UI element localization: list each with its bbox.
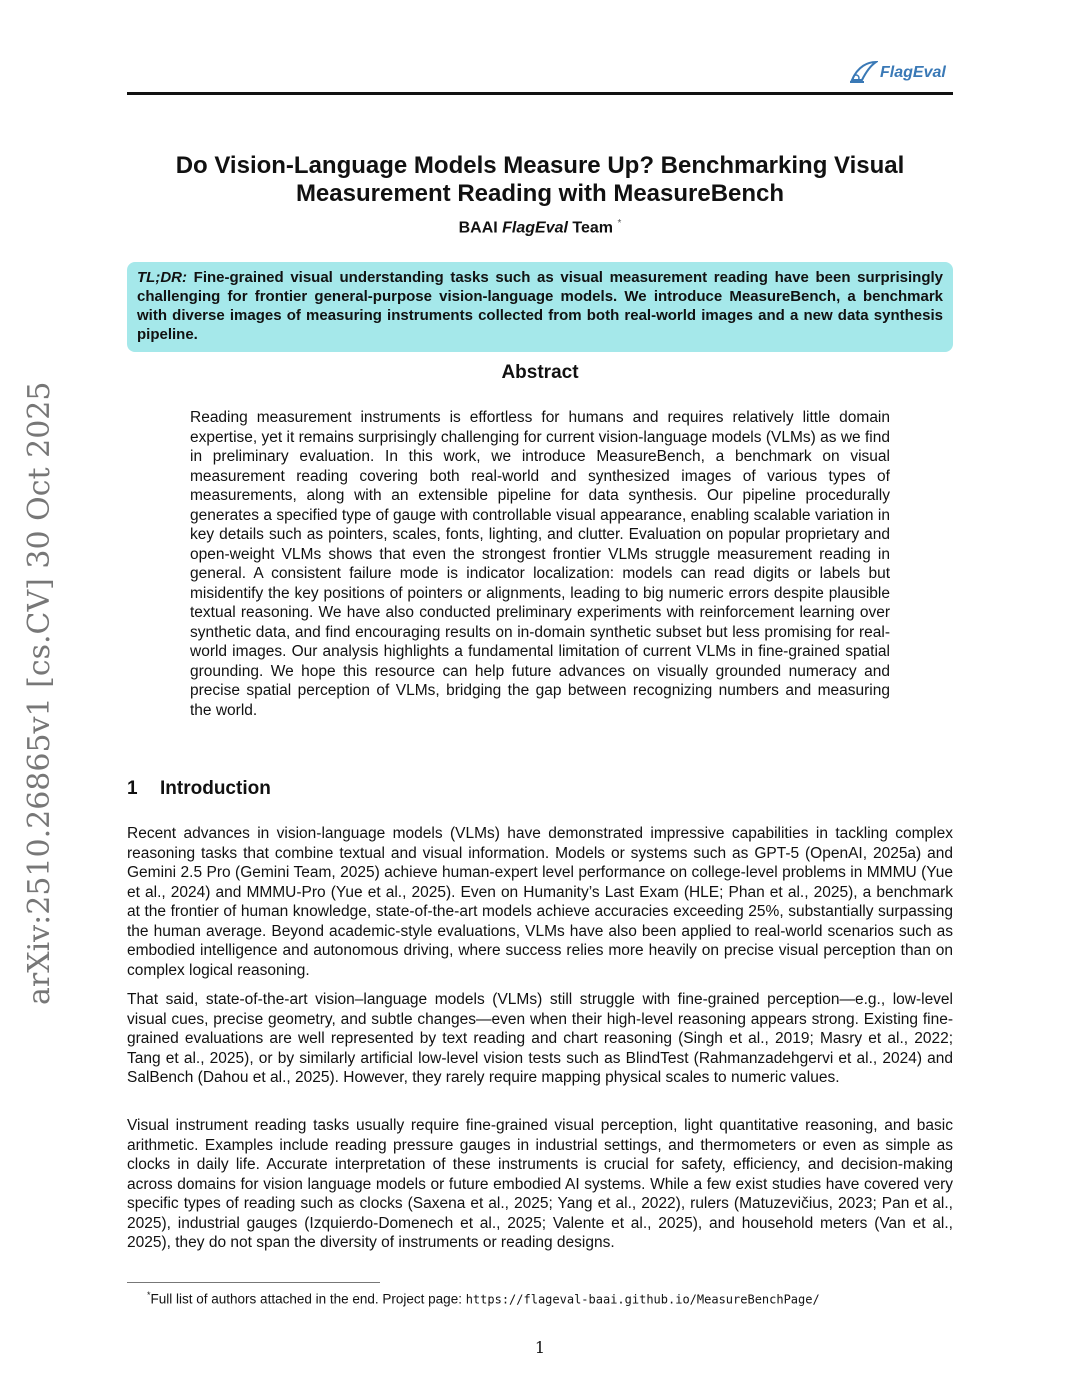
author-team: Team: [572, 219, 614, 237]
header-rule: [127, 92, 953, 95]
paper-title: [127, 152, 953, 208]
author-org: BAAI: [458, 219, 498, 237]
authors: [127, 218, 953, 237]
author-brand: FlagEval: [502, 219, 568, 237]
logo-text: FlagEval: [880, 64, 946, 81]
body-paragraph-1: Recent advances in vision-language models (VLMs) have demonstrated impressive capabilities in tackling complex reasoning tasks that combine textual and visual information. Models or systems such as GPT-5 (OpenAI, 2025a) and Gemini 2.5 Pro (Gemini Team, 2025) achieve human-expert level performance on college-level problems in MMMU (Yue et al., 2024) and MMMU-Pro (Yue et al., 2025). Even on Humanity’s Last Exam (HLE; Phan et al., 2025), a benchmark at the frontier of human knowledge, state-of-the-art models achieve accuracies exceeding 25%, substantially surpassing the human average. Beyond academic-style evaluations, VLMs have also been applied to real-world scenarios such as embodied intelligence and autonomous driving, where success relies more heavily on precise visual perception than on complex logical reasoning.: [127, 825, 953, 979]
footnote: [147, 1286, 820, 1309]
tldr-label: TL;DR:: [137, 269, 187, 286]
section-number: 1: [127, 778, 138, 799]
tldr-box: [127, 262, 953, 352]
footnote-mark: *: [147, 1290, 151, 1300]
abstract-heading: Abstract: [501, 362, 579, 383]
page-number: 1: [534, 1338, 546, 1357]
title-line-1: Do Vision-Language Models Measure Up? Benchmarking Visual: [175, 152, 905, 179]
author-footnote-mark: *: [617, 218, 622, 229]
abstract-text: Reading measurement instruments is effortless for humans and requires relatively little domain expertise, yet it remains surprisingly challenging for current vision-language models (VLMs) as we find in preliminary evaluation. In this work, we introduce MeasureBench, a benchmark on visual measurement reading covering both real-world and synthesized images of various types of measurements, along with an extensible pipeline for data synthesis. Our pipeline procedurally generates a specified type of gauge with controllable visual appearance, enabling scalable variation in key details such as pointers, scales, fonts, lighting, and clutter. Evaluation on popular proprietary and open-weight VLMs shows that even the strongest frontier VLMs struggle measurement reading in general. A consistent failure mode is indicator localization: models can read digits or labels but misidentify the key positions of pointers or alignments, leading to big numeric errors despite plausible textual reasoning. We have also conducted preliminary experiments with reinforcement learning over synthetic data, and find encouraging results on in-domain synthetic subset but less promising for real-world images. Our analysis highlights a fundamental limitation of current VLMs in fine-grained spatial grounding. We hope this resource can help future advances on visually grounded numeracy and precise spatial perception of VLMs, bridging the gap between recognizing numbers and measuring the world.: [190, 409, 890, 719]
flag-icon: [848, 58, 878, 86]
title-line-2: Measurement Reading with MeasureBench: [295, 180, 785, 207]
section-heading: [127, 778, 271, 800]
body-paragraph-2: That said, state-of-the-art vision–language models (VLMs) still struggle with fine-grained perception—e.g., low-level visual cues, precise geometry, and subtle changes—even when their high-level reasoning appears strong. Existing fine-grained evaluations are well represented by text reading and chart reasoning (Singh et al., 2019; Masry et al., 2022; Tang et al., 2025), or by similarly artificial low-level vision tests such as BlindTest (Rahmanzadehgervi et al., 2024) and SalBench (Dahou et al., 2025). However, they rarely require mapping physical scales to numeric values.: [127, 991, 953, 1086]
project-url-link[interactable]: https://flageval-baai.github.io/MeasureBenchPage/: [465, 1292, 820, 1307]
section-title: Introduction: [160, 778, 271, 799]
tldr-text: Fine-grained visual understanding tasks such as visual measurement reading have been surprisingly challenging for frontier general-purpose vision-language models. We introduce MeasureBench, a benchmark with diverse images of measuring instruments collected from both real-world images and a new data synthesis pipeline.: [137, 269, 943, 343]
footnote-rule: [127, 1282, 380, 1283]
footnote-text: Full list of authors attached in the end. Project page:: [150, 1291, 466, 1307]
body-paragraph-3: Visual instrument reading tasks usually require fine-grained visual perception, light quantitative reasoning, and basic arithmetic. Examples include reading pressure gauges in industrial settings, and thermometers or even as simple as clocks in daily life. Accurate interpretation of these instruments is crucial for safety, efficiency, and decision-making across domains for vision language models or future embodied AI systems. While a few exist studies have covered very specific types of reading such as clocks (Saxena et al., 2025; Yang et al., 2022), rulers (Matuzevičius, 2023; Pan et al., 2025), industrial gauges (Izquierdo-Domenech et al., 2025; Valente et al., 2025), and household meters (Van et al., 2025), they do not span the diversity of instruments or reading designs.: [127, 1117, 953, 1251]
flageval-logo: [848, 58, 958, 88]
